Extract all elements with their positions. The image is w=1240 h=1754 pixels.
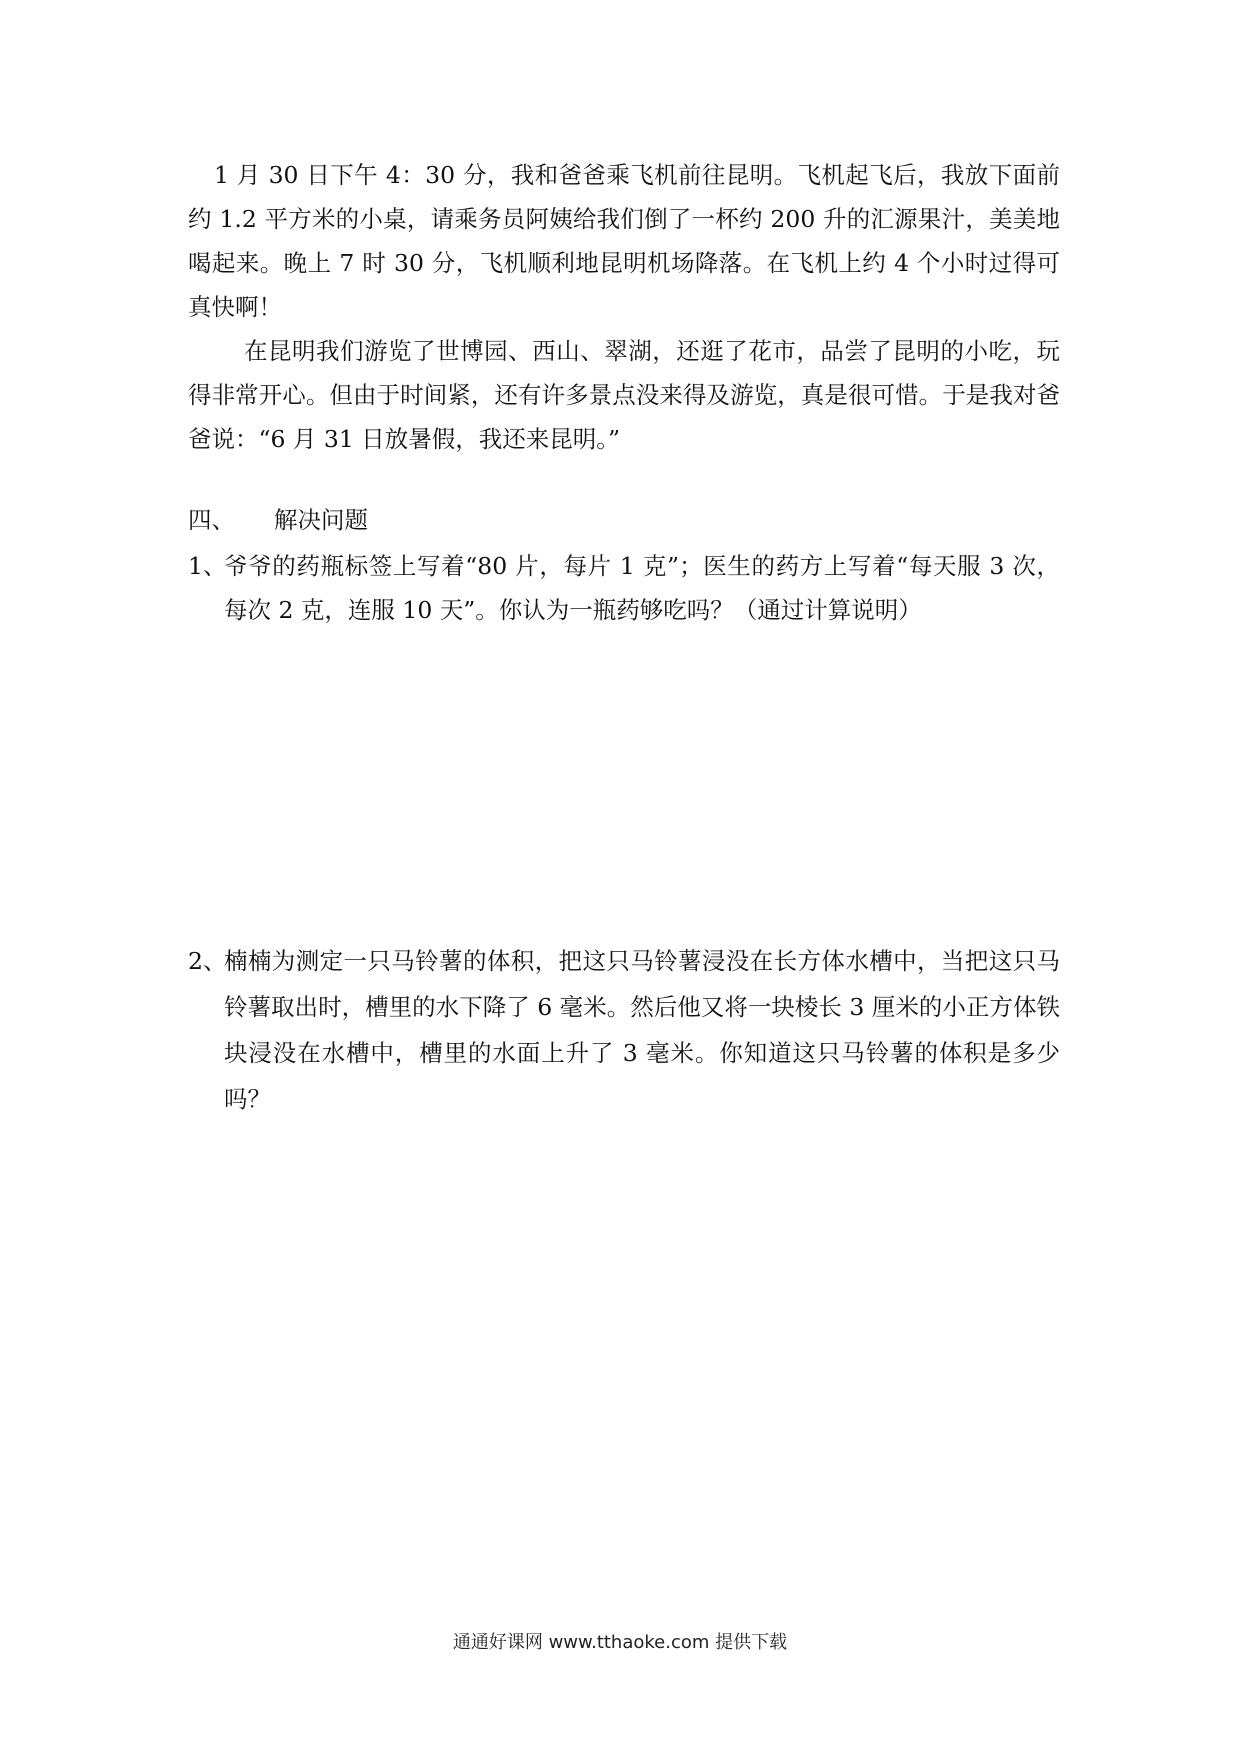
question-text: 爷爷的药瓶标签上写着“80 片，每片 1 克”；医生的药方上写着“每天服 3 次，每次 2 克，连服 10 天”。你认为一瓶药够吃吗？（通过计算说明） bbox=[224, 552, 1060, 624]
story-paragraph-1: 1 月 30 日下午 4：30 分，我和爸爸乘飞机前往昆明。飞机起飞后，我放下面前约 1.2 平方米的小桌，请乘务员阿姨给我们倒了一杯约 200 升的汇源果汁，美美地喝起来。晚上 7 时 30 分，飞机顺利地昆明机场降落。在飞机上约 4 个小时过得可真快啊！ bbox=[188, 161, 1060, 321]
question-number: 2、 bbox=[188, 947, 227, 975]
story-paragraph-2: 在昆明我们游览了世博园、西山、翠湖，还逛了花市，品尝了昆明的小吃，玩得非常开心。但由于时间紧，还有许多景点没来得及游览，真是很可惜。于是我对爸爸说：“6 月 31 日放暑假，我还来昆明。” bbox=[188, 337, 1060, 453]
question-number: 1、 bbox=[188, 552, 227, 580]
story-passage bbox=[188, 153, 1060, 461]
section-number: 四、 bbox=[188, 506, 235, 534]
question-text: 楠楠为测定一只马铃薯的体积，把这只马铃薯浸没在长方体水槽中，当把这只马铃薯取出时，槽里的水下降了 6 毫米。然后他又将一块棱长 3 厘米的小正方体铁块浸没在水槽中，槽里的水面上升了 3 毫米。你知道这只马铃薯的体积是多少吗？ bbox=[224, 947, 1060, 1113]
section-heading bbox=[188, 498, 368, 542]
question-2 bbox=[188, 938, 1060, 1122]
section-title: 解决问题 bbox=[274, 506, 368, 534]
question-1 bbox=[188, 544, 1060, 632]
footer-credit: 通通好课网 www.tthaoke.com 提供下载 bbox=[452, 1632, 788, 1653]
